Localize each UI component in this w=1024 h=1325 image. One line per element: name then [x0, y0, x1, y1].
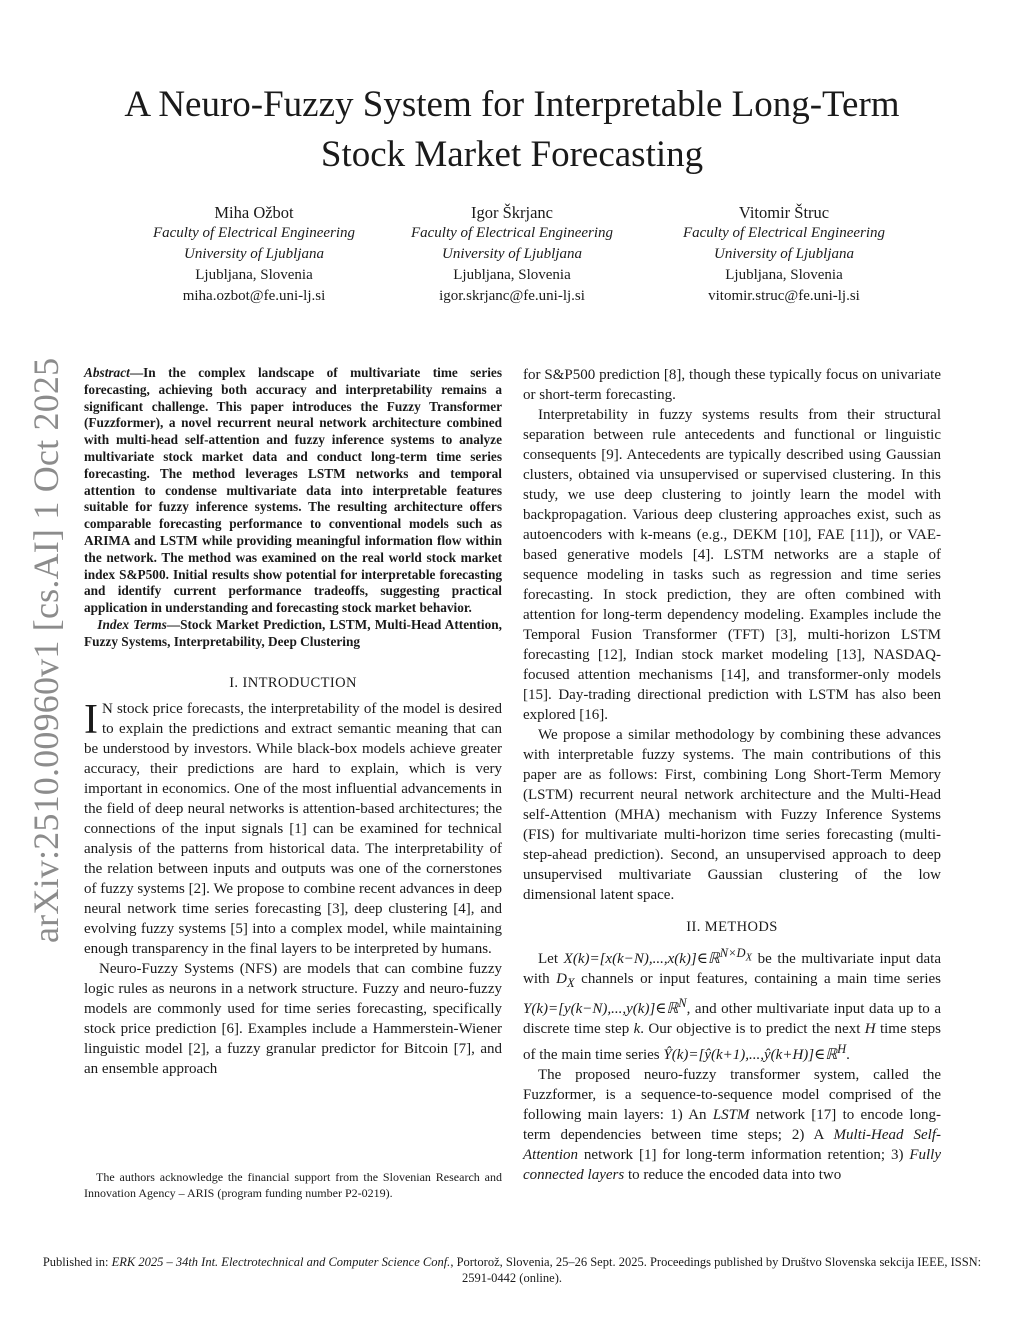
- equation-prediction: [663, 1042, 847, 1063]
- intro-paragraph-4: Interpretability in fuzzy systems results from their structural separation between rule antecedents and functional or linguistic consequents [9]. Antecedents are typically described using Gaussian clusters, obtained via unsupervised or supervised clustering. In this study, we use deep clustering to jointly learn the model with backpropagation. Various deep clustering approaches exist, such as autoencoders with k-means (e.g., DEKM [10], FAE [11]), or VAE-based generative models [4]. LSTM networks are a staple of sequence modeling in tasks such as regression and time series forecasting. In stock prediction, they are often combined with attention for long-term dependency modeling. Examples include the Temporal Fusion Transformer (TFT) [3], multi-horizon LSTM forecasting [12], Indian stock market modeling [13], NASDAQ-focused attention mechanisms [14], and transformer-only models [15]. Day-trading directional prediction with LSTM has also been explored [16].: [523, 407, 941, 723]
- methods-paragraph-2: [523, 1065, 941, 1185]
- footer-venue: ERK 2025 – 34th Int. Electrotechnical and Computer Science Conf.: [111, 1255, 451, 1269]
- author-email: miha.ozbot@fe.uni-lj.si: [182, 288, 326, 304]
- abstract: [84, 365, 502, 617]
- term-lstm: LSTM: [712, 1107, 750, 1123]
- methods-text: .: [846, 1047, 850, 1063]
- paper-title-line1: A Neuro-Fuzzy System for Interpretable Long-Term: [124, 84, 900, 125]
- symbol-text: D: [556, 971, 568, 987]
- methods-paragraph-1: [523, 943, 941, 1065]
- methods-text: time steps of the main time series: [523, 1021, 941, 1063]
- author-university: University of Ljubljana: [442, 246, 582, 262]
- author-location: Ljubljana, Slovenia: [453, 267, 571, 283]
- methods-text: Let: [538, 951, 564, 967]
- methods-text: network [1] for long-term information retention; 3): [578, 1147, 910, 1163]
- methods-text: The proposed neuro-fuzzy transformer system, called the Fuzzformer, is a sequence-to-sequence model comprised of the following main layers: 1) An: [523, 1067, 941, 1123]
- symbol-subscript: X: [567, 976, 575, 990]
- author-name: Miha Ožbot: [214, 203, 294, 222]
- author-email: igor.skrjanc@fe.uni-lj.si: [439, 288, 585, 304]
- equation-text: Ŷ(k)=[ŷ(k+1),...,ŷ(k+H)]∈ℝ: [663, 1047, 838, 1063]
- methods-text: to reduce the encoded data into two: [624, 1167, 842, 1183]
- methods-text: be the multivariate input data with: [523, 951, 941, 987]
- equation-text: Y(k)=[y(k−N),...,y(k)]∈ℝ: [523, 1001, 679, 1017]
- author-email: vitomir.struc@fe.uni-lj.si: [708, 288, 860, 304]
- symbol-h: H: [864, 1021, 876, 1037]
- author-name: Igor Škrjanc: [470, 203, 554, 222]
- left-column: [84, 365, 502, 1079]
- dropcap-letter: I: [84, 696, 98, 743]
- index-terms-text: —Stock Market Prediction, LSTM, Multi-Head Attention, Fuzzy Systems, Interpretability, Deep Clustering: [84, 616, 502, 649]
- equation-superscript: N×D: [719, 946, 746, 960]
- methods-text: network [17] to encode long-term dependencies between time steps; 2) A: [523, 1107, 942, 1143]
- equation-main-series: [523, 996, 687, 1017]
- author-affiliation: Faculty of Electrical Engineering: [682, 225, 886, 241]
- author-affiliation: Faculty of Electrical Engineering: [152, 225, 356, 241]
- equation-input-data: [563, 946, 752, 967]
- intro-paragraph-5: We propose a similar methodology by combining these advances with interpretable fuzzy systems. The main contributions of this paper are as follows: First, combining Long Short-Term Memory (LSTM) recurrent neural network architecture and the Multi-Head self-Attention (MHA) mechanism with Fuzzy Inference Systems (FIS) for multivariate multi-horizon time series forecasting (multi-step-ahead prediction). Second, an unsupervised approach to deep unsupervised multivariate Gaussian clustering of the low dimensional latent space.: [523, 727, 941, 903]
- author-affiliation: Faculty of Electrical Engineering: [410, 225, 614, 241]
- author-block-3: [634, 202, 934, 307]
- abstract-label: Abstract: [84, 365, 130, 380]
- footer-prefix: Published in:: [42, 1255, 112, 1269]
- intro-paragraph-3: for S&P500 prediction [8], though these typically focus on univariate or short-term forecasting.: [523, 367, 941, 403]
- index-terms: [84, 617, 502, 651]
- arxiv-identifier: arXiv:2510.00960v1 [cs.AI] 1 Oct 2025: [26, 357, 66, 943]
- paper-title: [0, 80, 1024, 180]
- methods-text: . Our objective is to predict the next: [640, 1021, 865, 1037]
- publication-footer: [40, 1254, 984, 1286]
- author-block-2: [362, 202, 662, 307]
- index-terms-label: Index Terms: [97, 616, 167, 632]
- paper-title-line2: Stock Market Forecasting: [320, 134, 704, 175]
- intro-paragraph-2: Neuro-Fuzzy Systems (NFS) are models that can combine fuzzy logic rules as neurons in a network structure. Fuzzy and neuro-fuzzy models are commonly used for time series forecasting, specifically stock price prediction [6]. Examples include a Hammerstein-Wiener linguistic model [2], a fuzzy granular predictor for Bitcoin [7], and an ensemble approach: [84, 960, 502, 1077]
- author-location: Ljubljana, Slovenia: [725, 267, 843, 283]
- equation-superscript: H: [837, 1042, 847, 1056]
- author-name: Vitomir Štruc: [738, 203, 830, 222]
- funding-footnote: The authors acknowledge the financial support from the Slovenian Research and Innovation Agency – ARIS (program funding number P2-0219).: [84, 1170, 502, 1200]
- footer-suffix: , Portorož, Slovenia, 25–26 Sept. 2025. Proceedings published by Društvo Slovenska sekcija IEEE, ISSN: 2591-0442 (online).: [450, 1255, 982, 1285]
- abstract-text: —In the complex landscape of multivariate time series forecasting, achieving both accuracy and interpretability remains a significant challenge. This paper introduces the Fuzzy Transformer (Fuzzformer), a novel recurrent neural network architecture combined with multi-head self-attention and fuzzy inference systems to analyze multivariate stock market data and conduct long-term time series forecasting. The method leverages LSTM networks and temporal attention to condense multivariate data into interpretable features suitable for fuzzy inference systems. The resulting architecture offers comparable forecasting performance to conventional models such as ARIMA and LSTM while providing meaningful information flow within the network. The method was examined on the real world stock market index S&P500. Initial results show potential for interpretable forecasting and identify current performance tradeoffs, suggesting practical application in understanding and forecasting stock market behavior.: [84, 365, 502, 616]
- right-column: [523, 365, 941, 1185]
- symbol-k: k: [633, 1021, 641, 1037]
- author-university: University of Ljubljana: [184, 246, 324, 262]
- intro-paragraph-1-text: N stock price forecasts, the interpretability of the model is desired to explain the predictions and extract semantic meaning that can be understood by investors. While black-box models achieve greater accuracy, their predictions are hard to explain, which is very important in economics. One of the most influential advancements in the field of deep neural networks is attention-based architectures; the connections of the input signals [1] can be examined for technical analysis of the patterns from historical data. The interpretability of the relation between inputs and outputs was one of the cornerstones of fuzzy systems [2]. We propose to combine recent advances in deep neural network time series forecasting [3], deep clustering [4], and evolving fuzzy systems [5] into a complex model, while maintaining enough transparency in the final layers to be interpreted by humans.: [84, 700, 502, 957]
- term-fully-connected: Fully connected layers: [523, 1147, 941, 1183]
- methods-text: , and other multivariate input data up to a discrete time step: [523, 1001, 941, 1037]
- equation-text: X(k)=[x(k−N),...,x(k)]∈ℝ: [563, 951, 720, 967]
- author-university: University of Ljubljana: [714, 246, 854, 262]
- equation-subscript: X: [745, 952, 752, 964]
- equation-superscript: N: [678, 996, 687, 1010]
- term-mha: Multi-Head Self-Attention: [523, 1127, 941, 1163]
- section-heading-methods: II. METHODS: [686, 919, 778, 935]
- author-location: Ljubljana, Slovenia: [195, 267, 313, 283]
- author-block-1: [104, 202, 404, 307]
- intro-paragraph-1: [84, 696, 502, 959]
- methods-text: channels or input features, containing a main time series: [574, 971, 941, 987]
- symbol-dx: [556, 971, 575, 990]
- section-heading-introduction: I. INTRODUCTION: [229, 674, 357, 691]
